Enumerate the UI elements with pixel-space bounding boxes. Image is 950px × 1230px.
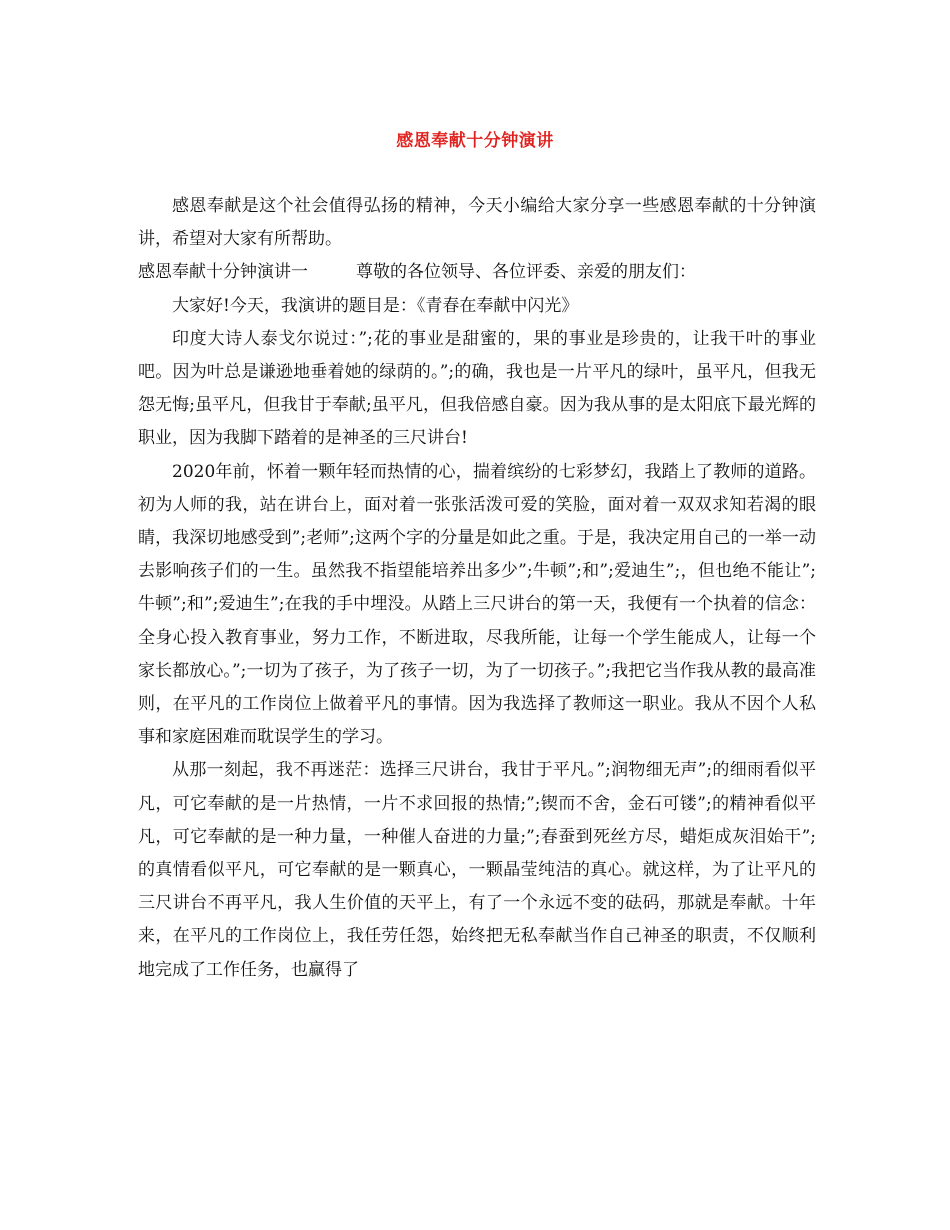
document-title: 感恩奉献十分钟演讲	[396, 131, 554, 151]
paragraph-tagore: 印度大诗人泰戈尔说过：”;花的事业是甜蜜的，果的事业是珍贵的，让我干叶的事业吧。因为叶总是谦逊地垂着她的绿荫的。”;的确，我也是一片平凡的绿叶，虽平凡，但我无怨无悔;虽平凡，但我甘于奉献;虽平凡，但我倍感自豪。因为我从事的是太阳底下最光辉的职业，因为我脚下踏着的是神圣的三尺讲台!	[138, 328, 816, 449]
speech-heading-line	[138, 256, 816, 289]
salutation: 尊敬的各位领导、各位评委、亲爱的朋友们：	[356, 262, 696, 283]
speech-label: 感恩奉献十分钟演讲一	[138, 262, 308, 283]
paragraph-greeting: 大家好!今天，我演讲的题目是：《青春在奉献中闪光》	[172, 295, 579, 316]
paragraph-career-start: 2020年前，怀着一颗年轻而热情的心，揣着缤纷的七彩梦幻，我踏上了教师的道路。初为人师的我，站在讲台上，面对着一张张活泼可爱的笑脸，面对着一双双求知若渴的眼睛，我深切地感受到”;老师”;这两个字的分量是如此之重。于是，我决定用自己的一举一动去影响孩子们的一生。虽然我不指望能培养出多少”;牛顿”;和”;爱迪生”;，但也绝不能让”;牛顿”;和”;爱迪生”;在我的手中埋没。从踏上三尺讲台的第一天，我便有一个执着的信念：全身心投入教育事业，努力工作，不断进取，尽我所能，让每一个学生能成人，让每一个家长都放心。”;一切为了孩子，为了孩子一切，为了一切孩子。”;我把它当作我从教的最高准则，在平凡的工作岗位上做着平凡的事情。因为我选择了教师这一职业。我从不因个人私事和家庭困难而耽误学生的学习。	[138, 461, 816, 748]
paragraph-dedication: 从那一刻起，我不再迷茫：选择三尺讲台，我甘于平凡。”;润物细无声”;的细雨看似平凡，可它奉献的是一片热情，一片不求回报的热情;”;锲而不舍，金石可镂”;的精神看似平凡，可它奉献的是一种力量，一种催人奋进的力量;”;春蚕到死丝方尽，蜡炬成灰泪始干”;的真情看似平凡，可它奉献的是一颗真心，一颗晶莹纯洁的真心。就这样，为了让平凡的三尺讲台不再平凡，我人生价值的天平上，有了一个永远不变的砝码，那就是奉献。十年来，在平凡的工作岗位上，我任劳任怨，始终把无私奉献当作自己神圣的职责，不仅顺利地完成了工作任务，也赢得了	[138, 760, 816, 980]
document-body	[138, 190, 816, 987]
paragraph-intro: 感恩奉献是这个社会值得弘扬的精神，今天小编给大家分享一些感恩奉献的十分钟演讲，希望对大家有所帮助。	[138, 196, 816, 250]
